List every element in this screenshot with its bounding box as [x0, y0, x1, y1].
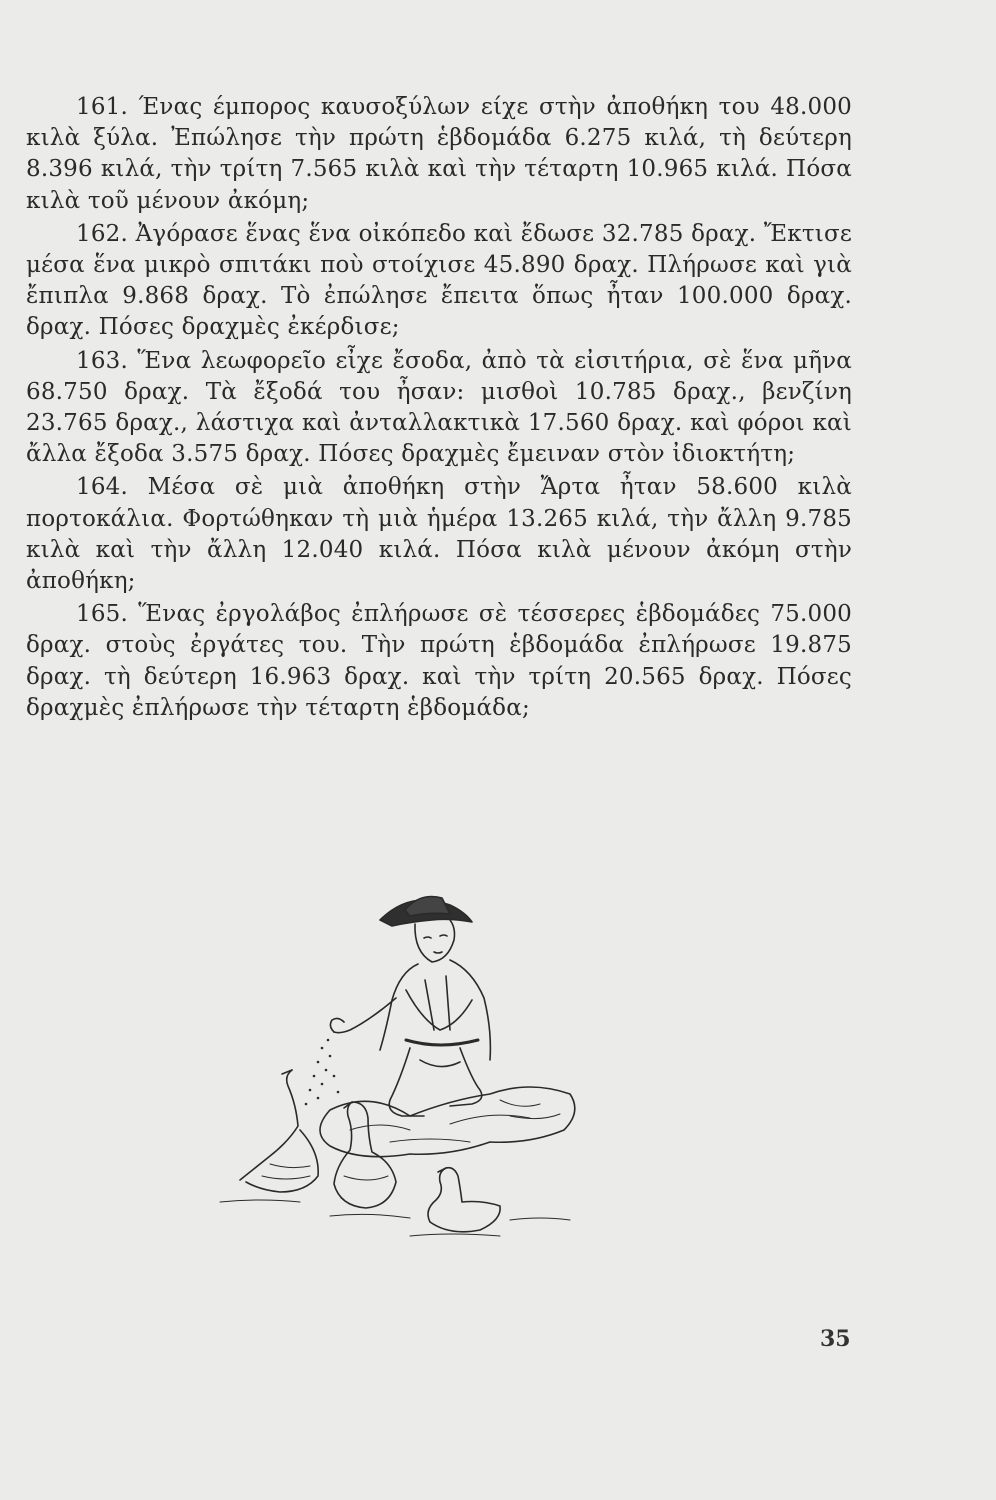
problem-161: 161. Ένας έμπορος καυσοξύλων είχε στὴν ἀποθήκη του 48.000 κιλὰ ξύλα. Ἐπώλησε τὴν πρώτη ἑβδομάδα 6.275 κιλά, τὴ δεύτερη 8.396 κιλά, τὴν τρίτη 7.565 κιλὰ καὶ τὴν τέταρτη 10.965 κιλά. Πόσα κιλὰ τοῦ μένουν ἀκόμη; [26, 94, 852, 214]
problem-164: 164. Μέσα σὲ μιὰ ἀποθήκη στὴν Ἄρτα ἦταν 58.600 κιλὰ πορτοκάλια. Φορτώθηκαν τὴ μιὰ ἡμέρα 13.265 κιλά, τὴν ἄλλη 9.785 κιλὰ καὶ τὴν ἄλλη 12.040 κιλά. Πόσα κιλὰ μένουν ἀκόμη στὴν ἀποθήκη; [26, 474, 852, 595]
problem-162: 162. Ἀγόρασε ἕνας ἕνα οἰκόπεδο καὶ ἔδωσε 32.785 δραχ. Ἔκτισε μέσα ἕνα μικρὸ σπιτάκι ποὺ στοίχισε 45.890 δραχ. Πλήρωσε καὶ γιὰ ἔπιπλα 9.868 δραχ. Τὸ ἐπώλησε ἔπειτα ὅπως ἦταν 100.000 δραχ. δραχ. Πόσες δραχμὲς ἐκέρδισε; [26, 220, 852, 341]
page-number: 35 [820, 1326, 851, 1352]
problem-165: 165. Ἕνας ἐργολάβος ἐπλήρωσε σὲ τέσσερες ἑβδομάδες 75.000 δραχ. στοὺς ἐργάτες του. Τὴν πρώτη ἑβδομάδα ἐπλήρωσε 19.875 δραχ. τὴ δεύτερη 16.963 δραχ. καὶ τὴν τρίτη 20.565 δραχ. Πόσες δραχμὲς ἐπλήρωσε τὴν τέταρτη ἑβδομάδα; [26, 601, 852, 721]
problem-163: 163. Ἕνα λεωφορεῖο εἶχε ἔσοδα, ἀπὸ τὰ εἰσιτήρια, σὲ ἕνα μῆνα 68.750 δραχ. Τὰ ἔξοδά του ἦσαν: μισθοὶ 10.785 δραχ., βενζίνη 23.765 δραχ., λάστιχα καὶ ἀνταλλακτικὰ 17.560 δραχ. καὶ φόροι καὶ ἄλλα ἔξοδα 3.575 δραχ. Πόσες δραχμὲς ἔμειναν στὸν ἰδιοκτήτη; [26, 347, 852, 468]
problems-text-block [26, 92, 852, 724]
boy-feeding-geese-illustration [210, 880, 610, 1240]
